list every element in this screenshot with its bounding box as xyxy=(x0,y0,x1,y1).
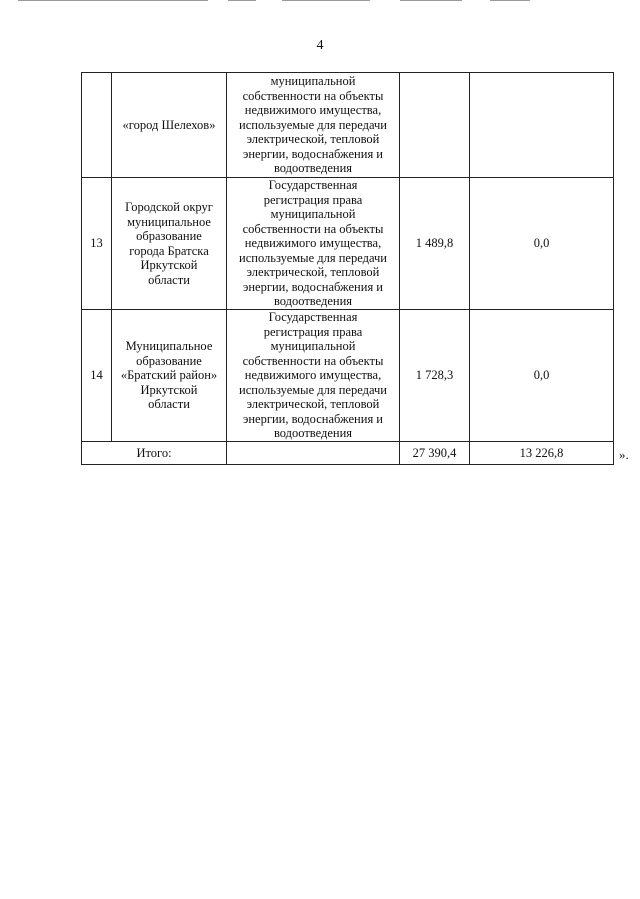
table-row xyxy=(82,178,614,310)
total-amount-1: 27 390,4 xyxy=(400,442,470,465)
amount-2-cell: 0,0 xyxy=(470,178,614,310)
scan-edge-mark xyxy=(228,0,256,1)
purpose-cell: муниципальной собственности на объекты недвижимого имущества, используемые для передачи электрической, тепловой энергии, водоснабжения и водоотведения xyxy=(227,73,400,178)
row-number-cell: 13 xyxy=(82,178,112,310)
scan-edge-mark xyxy=(282,0,370,1)
closing-quote-mark: ». xyxy=(619,447,629,462)
purpose-cell: Государственная регистрация права муниципальной собственности на объекты недвижимого имущества, используемые для передачи электрической, тепловой энергии, водоснабжения и водоотведения xyxy=(227,310,400,442)
total-label: Итого: xyxy=(82,442,227,465)
allocation-table xyxy=(81,72,614,465)
table-row xyxy=(82,310,614,442)
table-row xyxy=(82,73,614,178)
municipality-cell: Муниципальное образование «Братский район» Иркутской области xyxy=(112,310,227,442)
amount-2-cell xyxy=(470,73,614,178)
municipality-cell: «город Шелехов» xyxy=(112,73,227,178)
scan-edge-mark xyxy=(490,0,530,1)
purpose-cell: Государственная регистрация права муниципальной собственности на объекты недвижимого имущества, используемые для передачи электрической, тепловой энергии, водоснабжения и водоотведения xyxy=(227,178,400,310)
row-number-cell xyxy=(82,73,112,178)
amount-1-cell: 1 728,3 xyxy=(400,310,470,442)
amount-2-cell: 0,0 xyxy=(470,310,614,442)
scan-edge-mark xyxy=(400,0,462,1)
total-row xyxy=(82,442,614,465)
total-amount-2: 13 226,8 xyxy=(470,442,614,465)
total-purpose-cell xyxy=(227,442,400,465)
scan-edge-mark xyxy=(18,0,208,1)
page-number: 4 xyxy=(316,38,324,53)
amount-1-cell: 1 489,8 xyxy=(400,178,470,310)
municipality-cell: Городской округ муниципальное образование города Братска Иркутской области xyxy=(112,178,227,310)
amount-1-cell xyxy=(400,73,470,178)
row-number-cell: 14 xyxy=(82,310,112,442)
